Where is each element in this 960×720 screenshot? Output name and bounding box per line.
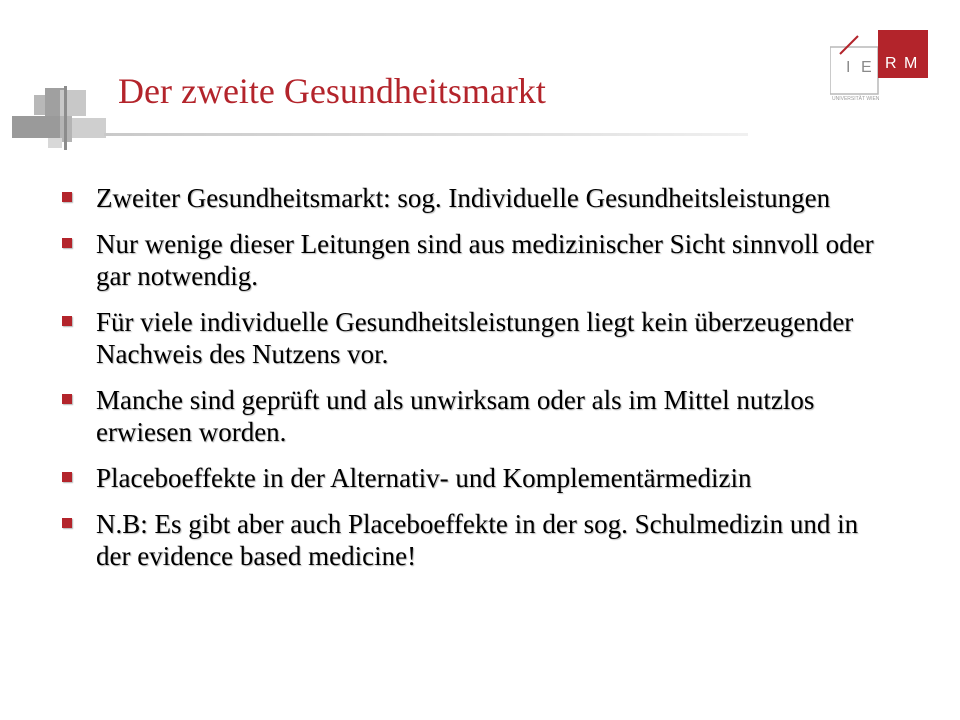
svg-text:E: E: [861, 59, 872, 76]
ierm-logo: [830, 30, 930, 102]
bullet-marker-icon: [62, 316, 72, 326]
bullet-text: Manche sind geprüft und als unwirksam oder als im Mittel nutzlos erwiesen worden.: [96, 385, 815, 447]
bullet-item: [58, 462, 888, 494]
bullet-text: Für viele individuelle Gesundheitsleistungen liegt kein überzeugender Nachweis des Nutzens vor.: [96, 307, 854, 369]
bullet-item: [58, 228, 888, 292]
svg-text:M: M: [904, 55, 918, 72]
bullet-item: [58, 306, 888, 370]
bullet-marker-icon: [62, 238, 72, 248]
bullet-item: [58, 508, 888, 572]
bullet-item: [58, 384, 888, 448]
bullet-text: N.B: Es gibt aber auch Placeboeffekte in der sog. Schulmedizin und in der evidence based medicine!: [96, 509, 859, 571]
ierm-logo-graphic: [830, 30, 930, 102]
slide-title: Der zweite Gesundheitsmarkt: [118, 71, 546, 111]
bullet-text: Placeboeffekte in der Alternativ- und Komplementärmedizin: [96, 463, 752, 493]
bullet-marker-icon: [62, 472, 72, 482]
title-decoration: [0, 0, 110, 150]
title-underline: [104, 133, 748, 136]
bullet-marker-icon: [62, 518, 72, 528]
bullet-item: [58, 182, 888, 214]
bullet-list: [58, 182, 888, 586]
svg-text:I: I: [846, 59, 851, 76]
svg-text:UNIVERSITÄT WIEN: UNIVERSITÄT WIEN: [832, 96, 880, 102]
bullet-marker-icon: [62, 394, 72, 404]
bullet-text: Zweiter Gesundheitsmarkt: sog. Individuelle Gesundheitsleistungen: [96, 183, 831, 213]
bullet-text: Nur wenige dieser Leitungen sind aus medizinischer Sicht sinnvoll oder gar notwendig.: [96, 229, 874, 291]
bullet-marker-icon: [62, 192, 72, 202]
svg-text:R: R: [885, 55, 897, 72]
